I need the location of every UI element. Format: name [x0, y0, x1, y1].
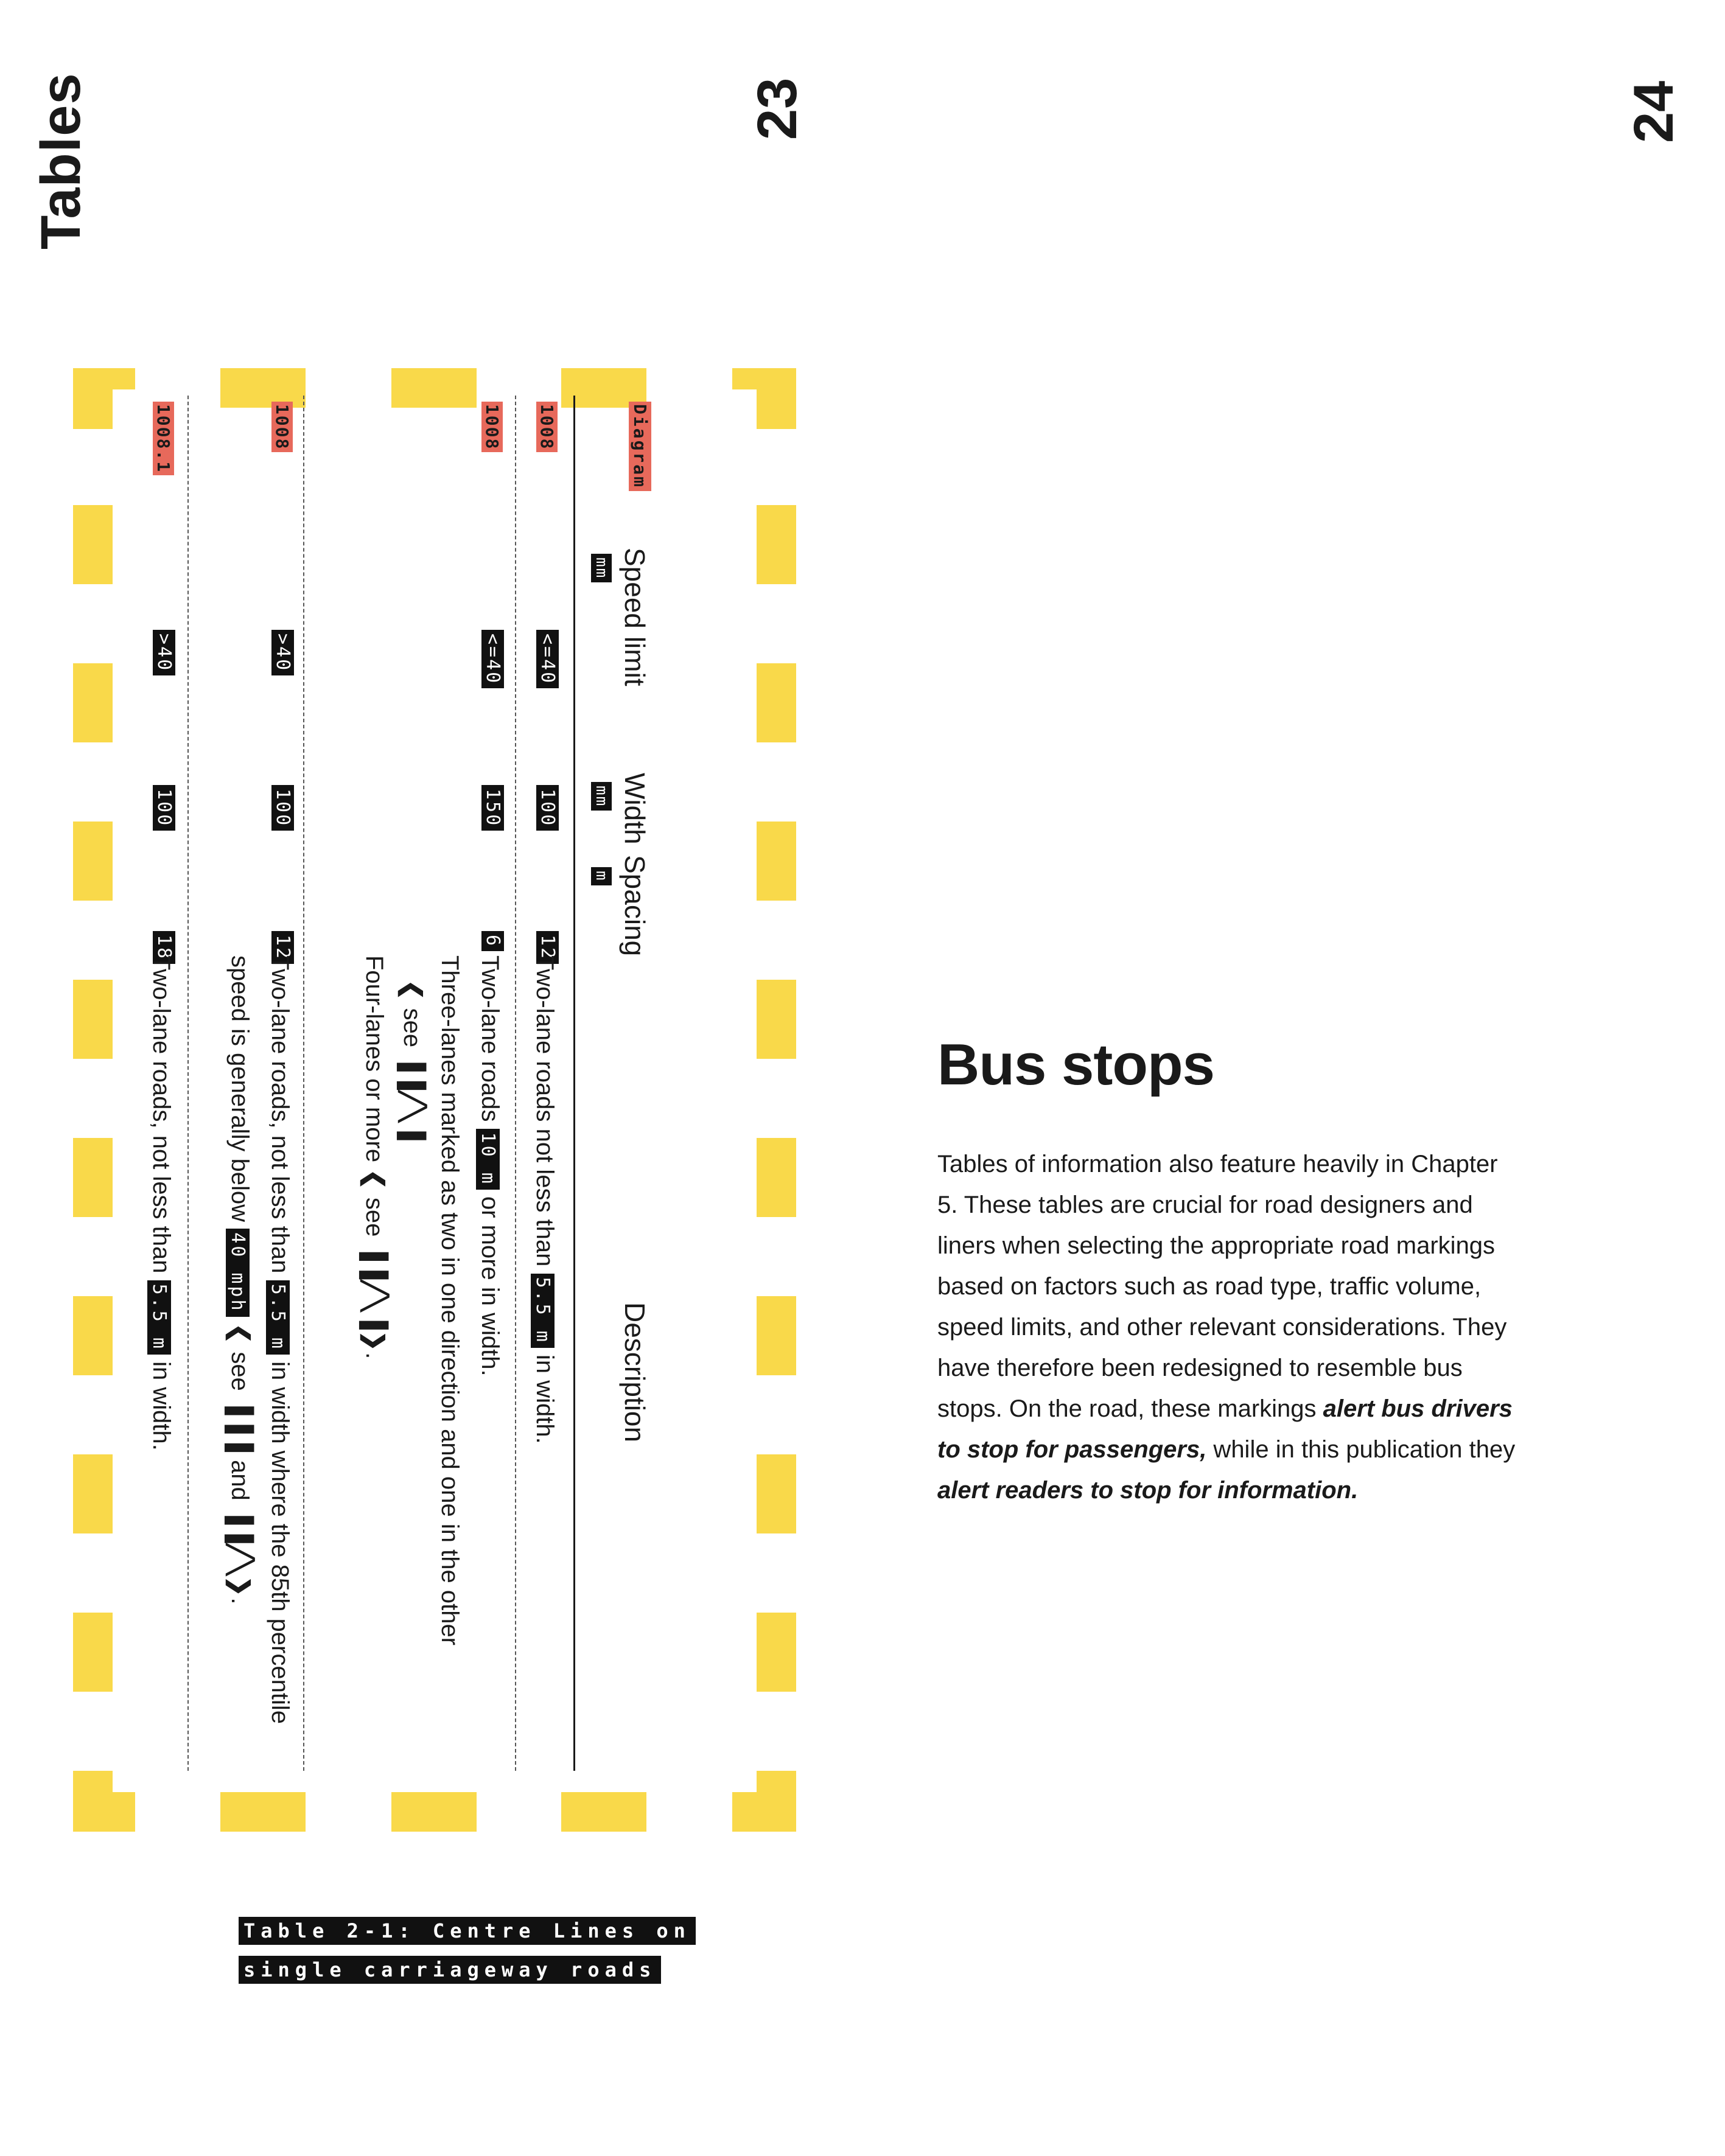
- header-speed-limit: Speed limit: [619, 548, 651, 686]
- table-caption: [239, 1917, 691, 1984]
- table-row: [304, 396, 511, 1771]
- row-description: Two-lane roads 10 m or more in width. Three-lanes marked as two in one direction and one in the other ❮ see ▐▐╱╲▐ Four-lanes or more ❮ see ▐▐╱╲▐❯.: [361, 955, 503, 1646]
- section-heading: Bus stops: [937, 1032, 1215, 1097]
- speed-value: <=40: [536, 630, 559, 688]
- diagram-ref: 1008.1: [153, 402, 174, 475]
- speed-value: >40: [271, 630, 294, 675]
- header-diagram: Diagram: [629, 402, 651, 491]
- header-speed-unit: mm: [591, 554, 612, 582]
- width-value: 100: [271, 785, 294, 831]
- header-width-unit: mm: [591, 782, 612, 811]
- spacing-value: 6: [481, 931, 504, 951]
- running-title: Tables: [30, 72, 92, 249]
- speed-value: >40: [153, 630, 175, 675]
- row-description: Two-lane roads, not less than 5.5 m in width where the 85th percentile speed is generally below 40 mph ❮ see ▐▐▐ and ▐▐╱╲❯.: [226, 955, 293, 1724]
- row-divider: [187, 396, 189, 1771]
- diagram-ref-icon: ▐▐╱╲❯: [226, 1507, 253, 1598]
- header-spacing-unit: m: [591, 867, 612, 885]
- header-width: Width: [619, 773, 651, 845]
- diagram-ref: 1008: [481, 402, 503, 452]
- diagram-ref: 1008: [271, 402, 293, 452]
- width-value: 150: [481, 785, 504, 831]
- ref-open-icon: ❮: [361, 1169, 388, 1191]
- table-header: [578, 396, 663, 1771]
- caption-line-1: Table 2-1: Centre Lines on: [239, 1917, 696, 1945]
- spacing-value: 18: [153, 931, 175, 964]
- table-row: [520, 396, 566, 1771]
- header-rule: [573, 396, 575, 1771]
- diagram-ref-icon: ▐▐▐: [226, 1397, 253, 1453]
- row-description: Two-lane roads not less than 5.5 m in width.: [531, 955, 558, 1444]
- width-value: 100: [153, 785, 175, 831]
- row-description: Two-lane roads, not less than 5.5 m in width.: [148, 955, 175, 1451]
- header-description: Description: [619, 1302, 651, 1443]
- header-spacing: Spacing: [619, 855, 651, 957]
- right-page-number: 24: [1623, 80, 1685, 143]
- width-value: 100: [536, 785, 559, 831]
- ref-open-icon: ❮: [226, 1323, 253, 1345]
- spacing-value: 12: [271, 931, 294, 964]
- body-paragraph: Tables of information also feature heavily in Chapter 5. These tables are crucial for road designers and liners when selecting the appropriate road markings based on factors such as road type, traffic volume, speed limits, and other relevant considerations. They have therefore been redesigned to resemble bus stops. On the road, these markings alert bus drivers to stop for passengers, while in this publication they alert readers to stop for information.: [937, 1151, 1516, 1504]
- diagram-ref: 1008: [536, 402, 558, 452]
- row-divider: [515, 396, 516, 1771]
- left-page-number: 23: [746, 77, 808, 140]
- row-divider: [303, 396, 304, 1771]
- diagram-ref-icon: ▐▐╱╲▐: [399, 1054, 425, 1142]
- caption-line-2: single carriageway roads: [239, 1956, 661, 1984]
- spacing-value: 12: [536, 931, 559, 964]
- ref-open-icon: ❮: [399, 980, 425, 1002]
- speed-value: <=40: [481, 630, 504, 688]
- diagram-ref-icon: ▐▐╱╲▐❯: [361, 1243, 388, 1353]
- table-row: [146, 396, 183, 1771]
- table-row: [186, 396, 301, 1771]
- centre-lines-table: [148, 396, 663, 1771]
